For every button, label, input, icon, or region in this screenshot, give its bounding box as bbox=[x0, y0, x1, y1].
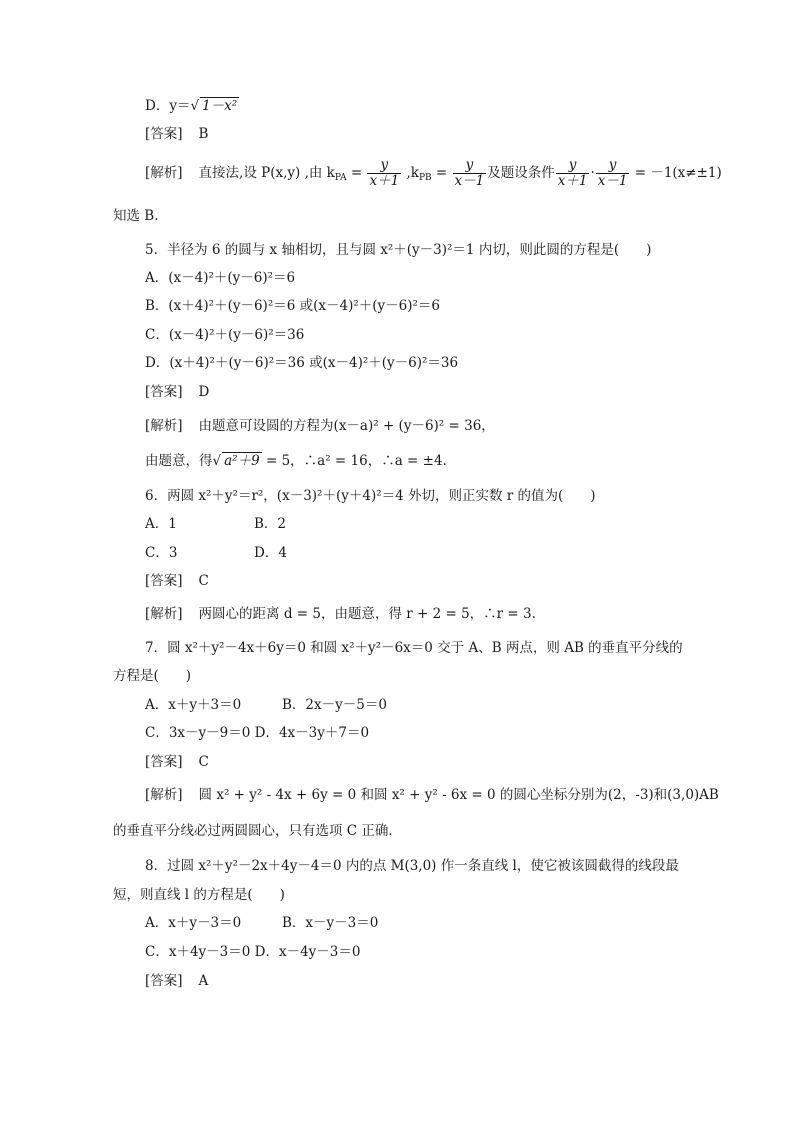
dot-operator: · bbox=[590, 165, 595, 181]
answer-tag: [答案] bbox=[145, 973, 183, 989]
comma-text: ,k bbox=[402, 165, 419, 181]
answer-value: D bbox=[198, 384, 210, 400]
option-a: A．x＋y＋3＝0 bbox=[145, 697, 242, 713]
option-a: A．1 bbox=[145, 516, 177, 532]
explanation-line bbox=[145, 785, 719, 805]
fraction bbox=[453, 158, 487, 189]
fraction-numerator: y bbox=[568, 157, 577, 173]
option-c: C．3 bbox=[145, 545, 178, 561]
option-b: B．2 bbox=[254, 516, 287, 532]
question-7-continuation: 方程是( ) bbox=[113, 668, 192, 684]
option-row bbox=[145, 543, 287, 563]
fraction-denominator: x－1 bbox=[454, 173, 485, 189]
fraction bbox=[367, 158, 401, 189]
answer-line bbox=[145, 752, 209, 772]
sqrt-body: a²＋9 bbox=[224, 453, 260, 469]
fraction-numerator: y bbox=[380, 157, 389, 173]
answer-line bbox=[145, 382, 209, 402]
option-d: D．(x＋4)²＋(y－6)²＝36 或(x－4)²＋(y－6)²＝36 bbox=[145, 355, 459, 371]
answer-line bbox=[145, 124, 208, 144]
explanation-tag: [解析] bbox=[145, 787, 183, 803]
explanation-line bbox=[145, 604, 536, 624]
answer-value: A bbox=[198, 973, 209, 989]
answer-tag: [答案] bbox=[145, 754, 183, 770]
explanation-tag: [解析] bbox=[145, 606, 183, 622]
explanation-line bbox=[145, 416, 495, 436]
option-row bbox=[145, 913, 379, 933]
fraction-denominator: x＋1 bbox=[557, 173, 588, 189]
radical-icon: √ bbox=[190, 98, 200, 114]
answer-tag: [答案] bbox=[145, 384, 183, 400]
option-line bbox=[145, 96, 239, 116]
equals: = bbox=[346, 165, 367, 181]
option-d: D．4 bbox=[254, 545, 287, 561]
question-7: 7．圆 x²＋y²－4x＋6y＝0 和圆 x²＋y²－6x＝0 交于 A、B 两点，则 AB 的垂直平分线的 bbox=[145, 640, 683, 656]
answer-value: C bbox=[198, 754, 209, 770]
option-row bbox=[145, 723, 369, 743]
fraction-numerator: y bbox=[465, 157, 474, 173]
answer-line bbox=[145, 971, 208, 991]
fraction bbox=[596, 158, 630, 189]
radical-icon: √ bbox=[212, 453, 222, 469]
option-row bbox=[145, 942, 360, 962]
explanation-text: 由题意，得 bbox=[145, 453, 213, 469]
answer-tag: [答案] bbox=[145, 126, 183, 142]
option-a: A．(x－4)²＋(y－6)²＝6 bbox=[145, 270, 296, 286]
option-b: B．(x＋4)²＋(y－6)²＝6 或(x－4)²＋(y－6)²＝6 bbox=[145, 298, 441, 314]
option-b: B．2x－y－5＝0 bbox=[282, 697, 387, 713]
option-text: D．y＝ bbox=[145, 98, 191, 114]
explanation-tag: [解析] bbox=[145, 418, 183, 434]
fraction-denominator: x＋1 bbox=[369, 173, 400, 189]
fraction-denominator: x－1 bbox=[597, 173, 628, 189]
question-8: 8．过圆 x²＋y²－2x＋4y－4＝0 内的点 M(3,0) 作一条直线 l，使它被该圆截得的线段最 bbox=[145, 858, 679, 874]
option-cd: C．x＋4y－3＝0 D．x－4y－3＝0 bbox=[145, 944, 361, 960]
question-5: 5．半径为 6 的圆与 x 轴相切，且与圆 x²＋(y－3)²＝1 内切，则此圆的方程是( ) bbox=[145, 242, 652, 258]
fraction bbox=[556, 158, 590, 189]
explanation-text: = 5，∴a² = 16，∴a = ±4. bbox=[261, 453, 447, 469]
option-row bbox=[145, 514, 287, 534]
explanation-text: 由题意可设圆的方程为(x－a)² + (y－6)² = 36， bbox=[198, 418, 495, 434]
option-c: C．(x－4)²＋(y－6)²＝36 bbox=[145, 327, 305, 343]
explanation-text: = －1(x≠±1) bbox=[630, 165, 722, 181]
sqrt-body: 1－x² bbox=[202, 98, 238, 114]
question-8-continuation: 短，则直线 l 的方程是( ) bbox=[113, 887, 285, 903]
answer-line bbox=[145, 571, 209, 591]
subscript: PA bbox=[334, 173, 347, 183]
explanation-line bbox=[145, 158, 722, 189]
answer-tag: [答案] bbox=[145, 573, 183, 589]
answer-value: C bbox=[198, 573, 209, 589]
explanation-continuation: 的垂直平分线必过两圆圆心，只有选项 C 正确． bbox=[113, 823, 402, 839]
explanation-tag: [解析] bbox=[145, 165, 183, 181]
option-b: B．x－y－3＝0 bbox=[282, 915, 379, 931]
fraction-numerator: y bbox=[608, 157, 617, 173]
answer-value: B bbox=[198, 126, 209, 142]
explanation-text: 两圆心的距离 d = 5，由题意，得 r + 2 = 5，∴r = 3. bbox=[198, 606, 536, 622]
equals: = bbox=[431, 165, 452, 181]
option-cd: C．3x－y－9＝0 D．4x－3y＋7＝0 bbox=[145, 725, 370, 741]
explanation-continuation: 知选 B. bbox=[113, 208, 159, 224]
explanation-text: 及题设条件 bbox=[487, 165, 555, 181]
subscript: PB bbox=[418, 173, 432, 183]
option-a: A．x＋y－3＝0 bbox=[145, 915, 242, 931]
question-6: 6．两圆 x²＋y²＝r²，(x－3)²＋(y＋4)²＝4 外切，则正实数 r 的值为( ) bbox=[145, 488, 596, 504]
explanation-line bbox=[145, 451, 447, 471]
explanation-text: 圆 x² + y² - 4x + 6y = 0 和圆 x² + y² - 6x = 0 的圆心坐标分别为(2，-3)和(3,0)AB bbox=[198, 787, 719, 803]
explanation-text: 直接法,设 P(x,y) ,由 k bbox=[198, 165, 335, 181]
option-row bbox=[145, 695, 387, 715]
